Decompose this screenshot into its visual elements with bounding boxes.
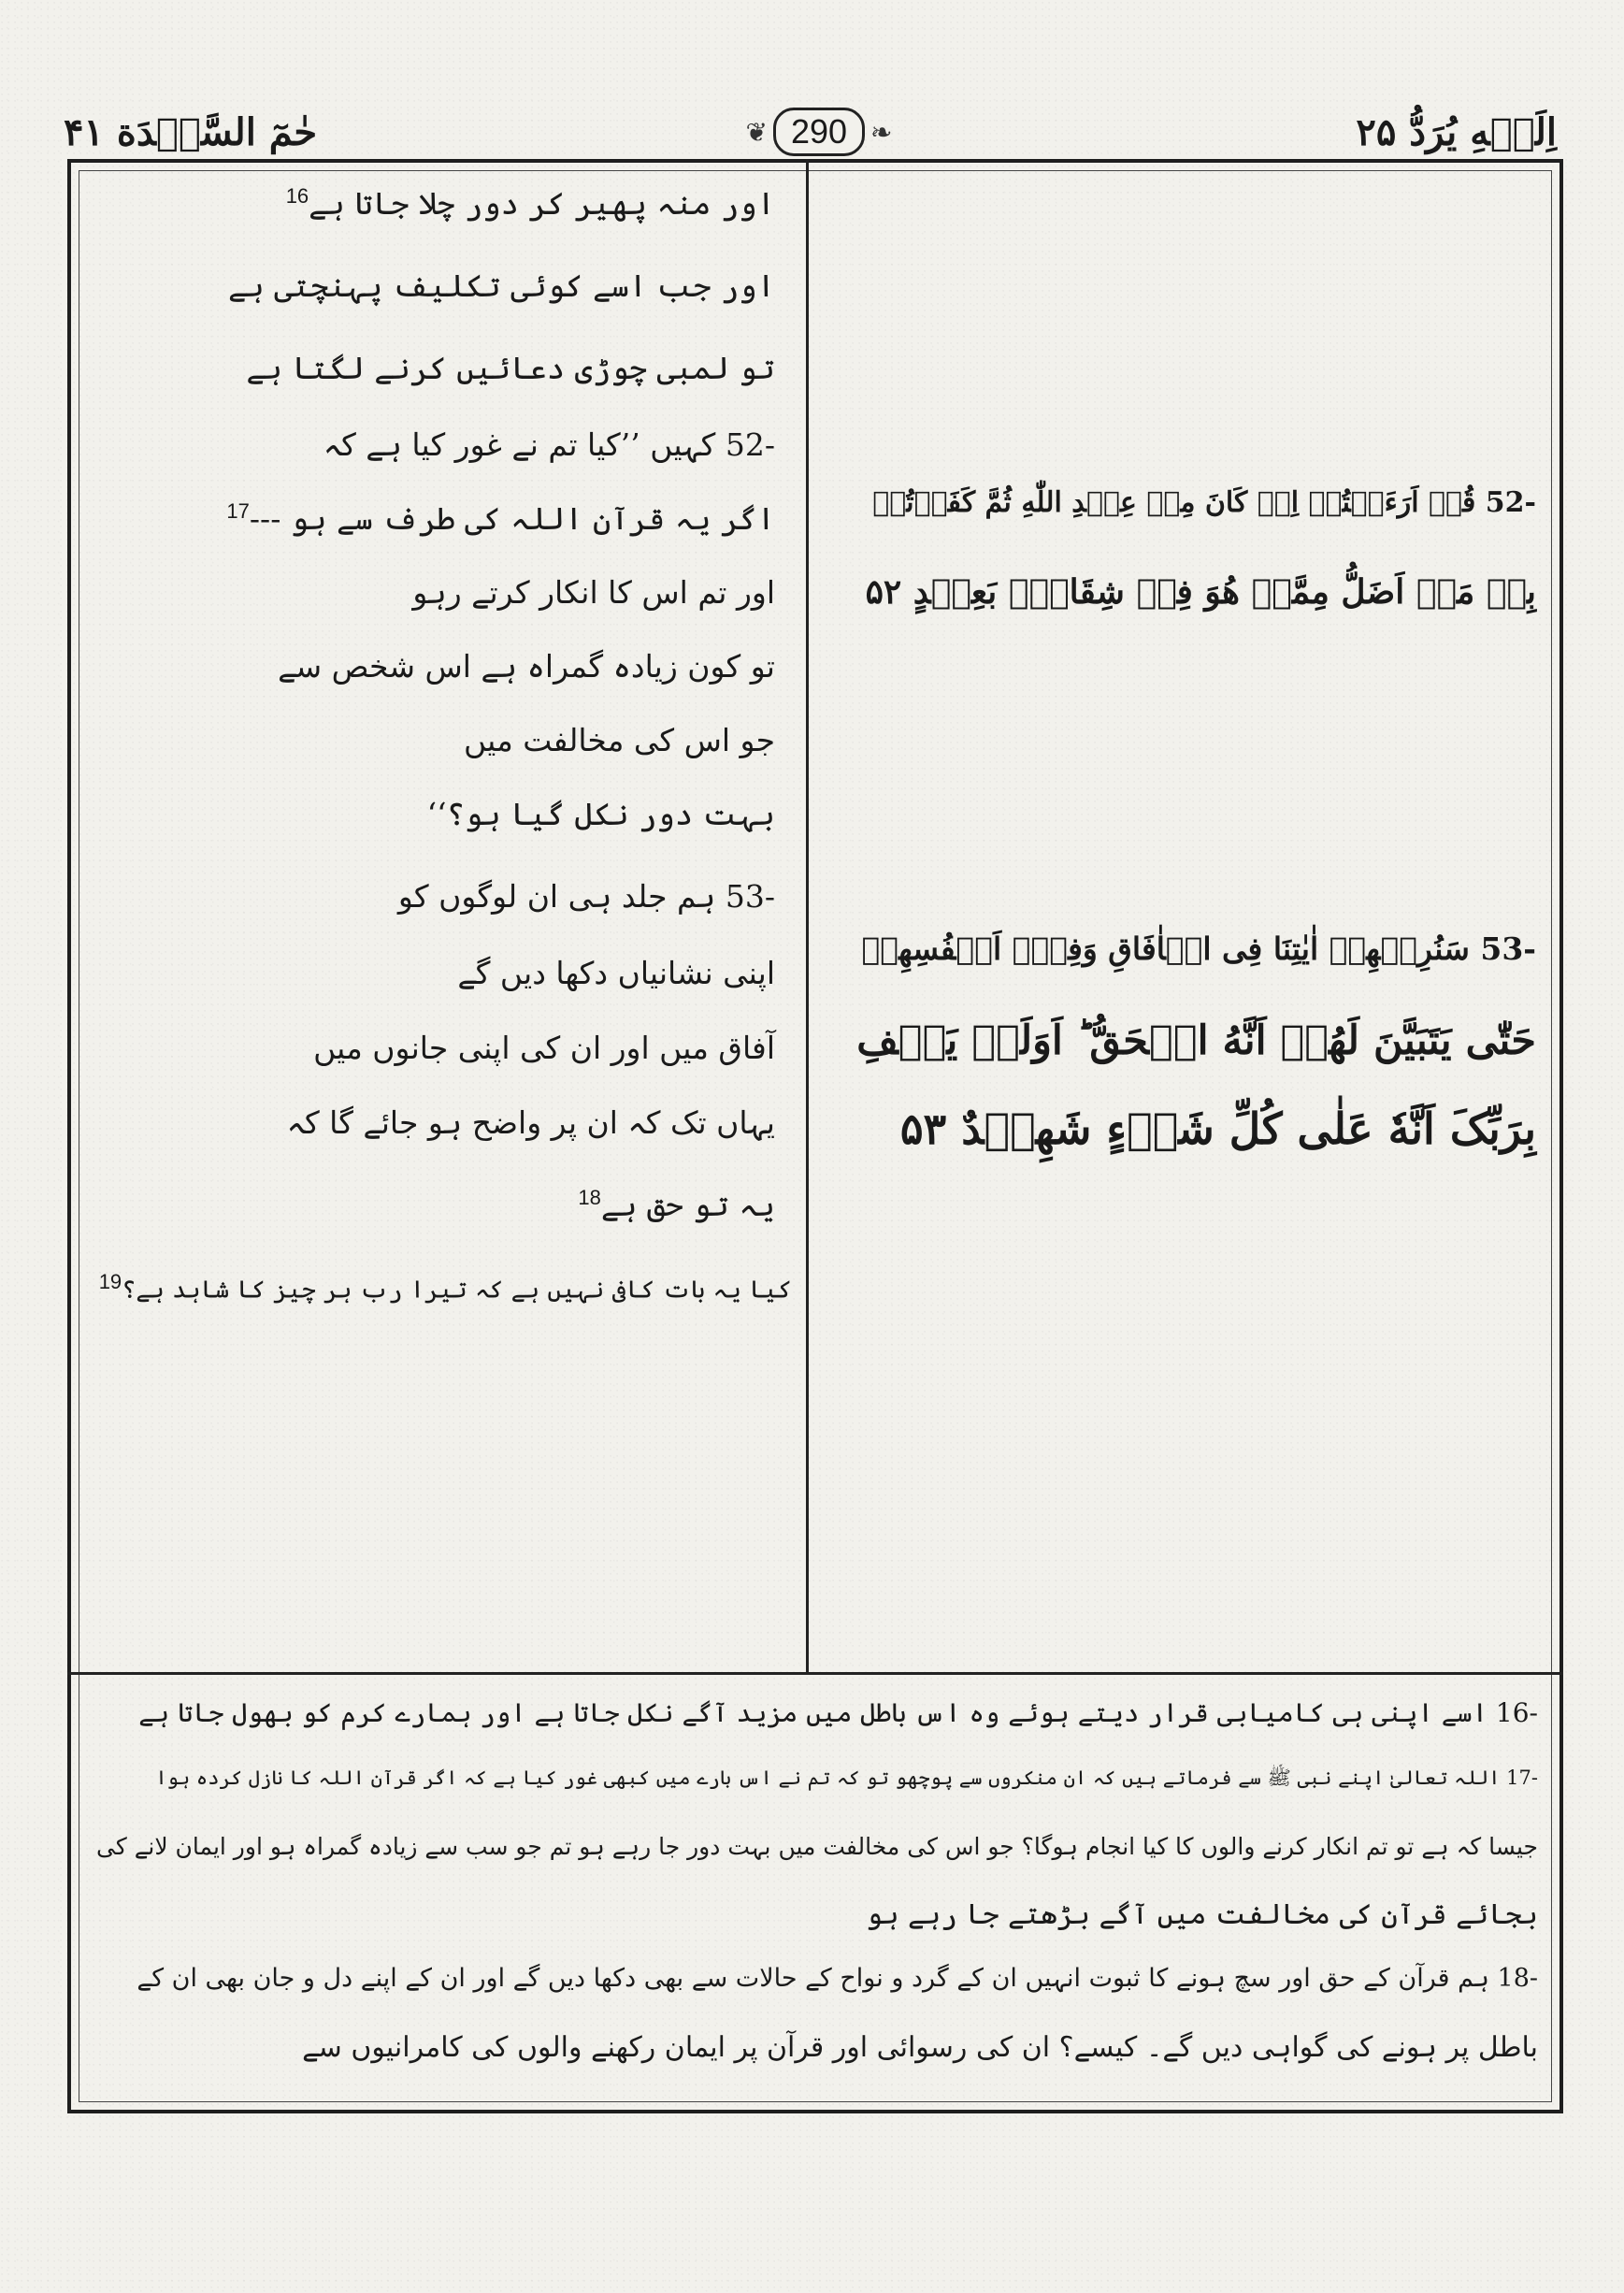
footnote-marker: 18: [578, 1186, 601, 1209]
footnote-line: باطل پر ہونے کی گواہی دیں گے۔ کیسے؟ ان کی رسوائی اور قرآن پر ایمان رکھنے والوں کی کامرانیوں سے: [302, 2031, 1538, 2064]
arabic-verse-line: -52 قُلۡ اَرَءَیۡتُمۡ اِنۡ کَانَ مِنۡ عِنۡدِ اللّٰهِ ثُمَّ کَفَرۡتُمۡ: [872, 486, 1536, 519]
translation-line: [398, 877, 775, 915]
translation-line: [286, 184, 775, 222]
translation-line: [99, 1270, 792, 1305]
arabic-verse-line: بِهٖ مَنۡ اَضَلُّ مِمَّنۡ هُوَ فِیۡ شِقَاقٍۭ بَعِیۡدٍ ۵۲: [865, 572, 1536, 612]
translation-text: یہ تو حق ہے: [600, 1187, 775, 1223]
arabic-verse-line: بِرَبِّکَ اَنَّهٗ عَلٰی کُلِّ شَیۡءٍ شَهِیۡدٌ ۵۳: [899, 1103, 1536, 1154]
footnote-line: جیسا کہ ہے تو تم انکار کرنے والوں کا کیا انجام ہوگا؟ جو اس کی مخالفت میں بہت دور جا رہے ہو تم جو سب سے زیادہ گمراہ ہو اور ایمان لانے کی: [96, 1833, 1538, 1860]
translation-text: اپنی نشانیاں دکھا دیں گے: [457, 955, 775, 991]
translation-line: [278, 647, 775, 685]
footnote-marker: 17: [226, 499, 250, 523]
translation-text: آفاق میں اور ان کی اپنی جانوں میں: [313, 1030, 775, 1066]
translation-line: [228, 267, 775, 304]
translation-line: [412, 573, 775, 611]
footnote-marker: 16: [285, 184, 309, 208]
right-ornament-icon: ❧: [870, 116, 893, 148]
page-number-ornament: [726, 105, 913, 159]
translation-text: جو اس کی مخالفت میں: [463, 722, 775, 758]
footnote-line: -17 اللہ تعالیٰ اپنے نبی ﷺ سے فرماتے ہیں کہ ان منکروں سے پوچھو تو کہ تم نے اس بارے میں کبھی غور کیا ہے کہ اگر قرآن اللہ کا نازل کردہ ہوا: [155, 1767, 1538, 1789]
page-number: 290: [773, 108, 865, 156]
surah-label: حٰمٓ السَّجۡدَة ۴۱: [64, 110, 318, 154]
column-divider: [806, 159, 809, 1672]
translation-text: بہت دور نکل گیا ہو؟‘‘: [426, 796, 775, 832]
footnote-line: -18 ہم قرآن کے حق اور سچ ہونے کا ثبوت انہیں ان کے گرد و نواح کے حالات سے بھی دکھا دیں گے اور ان کے اپنے دل و جان بھی ان کے: [137, 1964, 1538, 1993]
translation-text: اور تم اس کا انکار کرتے رہو: [412, 574, 775, 611]
translation-line: [323, 425, 775, 463]
footnote-divider: [67, 1672, 1563, 1675]
translation-text: تو لمبی چوڑی دعائیں کرنے لگتا ہے: [246, 350, 775, 386]
left-ornament-icon: ❦: [745, 116, 768, 148]
footnote-line: بجائے قرآن کی مخالفت میں آگے بڑھتے جا رہے ہو: [866, 1898, 1538, 1931]
translation-text: اگر یہ قرآن اللہ کی طرف سے ہو ---: [249, 500, 775, 537]
translation-text: کیا یہ بات کافی نہیں ہے کہ تیرا رب ہر چیز کا شاہد ہے؟: [122, 1276, 792, 1305]
arabic-verse-line: حَتّٰی یَتَبَیَّنَ لَهُمۡ اَنَّهُ الۡحَقُّ ؕ اَوَلَمۡ یَکۡفِ: [856, 1017, 1536, 1064]
translation-text: اور جب اسے کوئی تکلیف پہنچتی ہے: [227, 267, 775, 304]
translation-text: اور منہ پھیر کر دور چلا جاتا ہے: [309, 185, 775, 222]
translation-line: [226, 499, 775, 537]
translation-text: -53 ہم جلد ہی ان لوگوں کو: [397, 878, 775, 915]
translation-text: یہاں تک کہ ان پر واضح ہو جائے گا کہ: [286, 1104, 775, 1141]
translation-line: [313, 1029, 775, 1066]
translation-text: تو کون زیادہ گمراہ ہے اس شخص سے: [278, 648, 775, 685]
translation-line: [287, 1103, 775, 1141]
translation-line: [246, 349, 775, 386]
translation-text: -52 کہیں ’’کیا تم نے غور کیا ہے کہ: [323, 426, 775, 463]
translation-line: [427, 795, 775, 832]
footnote-line: -16 اسے اپنی ہی کامیابی قرار دیتے ہوئے وہ اس باطل میں مزید آگے نکل جاتا ہے اور ہمارے کرم کو بھول جاتا ہے: [138, 1697, 1538, 1728]
translation-line: [578, 1186, 775, 1223]
translation-line: [464, 721, 775, 758]
juz-label: اِلَیۡهِ یُرَدُّ ۲۵: [1356, 110, 1557, 154]
arabic-verse-line: -53 سَنُرِیۡهِمۡ اٰیٰتِنَا فِی الۡاٰفَاقِ وَفِیۡۤ اَنۡفُسِهِمۡ: [861, 930, 1536, 967]
footnote-marker: 19: [98, 1270, 122, 1293]
translation-line: [457, 954, 775, 991]
